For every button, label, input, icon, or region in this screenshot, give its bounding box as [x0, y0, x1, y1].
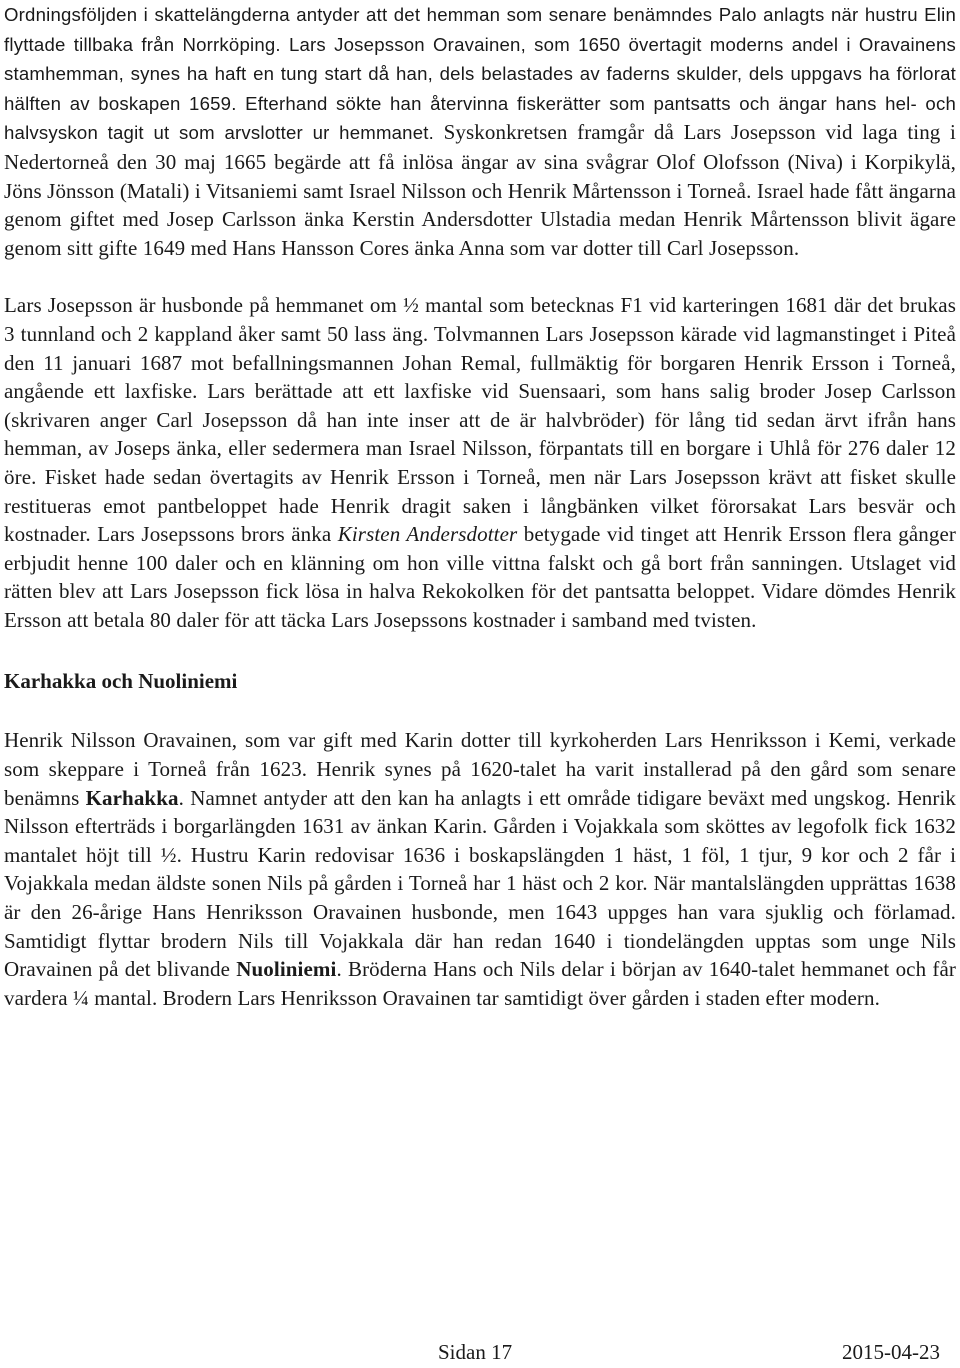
paragraph-lars-text-2: betygade vid tinget att Henrik Ersson flera gånger erbjudit henne 100 daler och en klänning om hon ville vittna falskt och gå bort från sanningen. Utslaget vid rätten blev att Lars Josepsson fick lösa in halva Rekokolken för det pantsatta beloppet. Vidare dömdes Henrik Ersson att betala 80 daler för att täcka Lars Josepssons kostnader i samband med tvisten. [4, 522, 956, 632]
paragraph-palo [4, 0, 956, 262]
paragraph-henrik-text-1: Henrik Nilsson Oravainen, som var gift med Karin dotter till kyrkoherden Lars Henriksson i Kemi, verkade som skeppare i Torneå från 1623. Henrik synes på 1620-talet ha varit installerad på den gård som senare benämns [4, 728, 956, 810]
page-footer [0, 1340, 960, 1368]
paragraph-henrik-nilsson [4, 726, 956, 1012]
paragraph-henrik-text-2: . Namnet antyder att den kan ha anlagts i ett område tidigare beväxt med ungskog. Henrik Nilsson efterträds i borgarlängden 1631 av änkan Karin. Gården i Vojakkala som sköttes av legofolk fick 1632 mantalet höjt till ½. Hustru Karin redovisar 1636 i boskapslängden 1 häst, 1 föl, 1 tjur, 9 kor och 2 får i Vojakkala medan äldste sonen Nils på gården i Torneå har 1 häst och 2 kor. När mantalslängden upprättas 1638 är den 26-årige Hans Henriksson Oravainen husbonde, men 1643 uppges han vara sjuklig och förlamad. Samtidigt flyttar brodern Nils till Vojakkala där han redan 1640 i tiondelängden upptas som unge Nils Oravainen på det blivande [4, 785, 956, 982]
bold-name-nuoliniemi: Nuoliniemi [236, 957, 337, 982]
section-heading: Karhakka och Nuoliniemi [4, 669, 238, 694]
italic-name-kirsten: Kirsten Andersdotter [337, 522, 518, 547]
paragraph-palo-serif-text: Syskonkretsen framgår då Lars Josepsson vid laga ting i Nedertorneå den 30 maj 1665 begärde att få inlösa ängar av sina svågrar Olof Olofsson (Niva) i Korpikylä, Jöns Jönsson (Matali) i Vitsaniemi samt Israel Nilsson och Henrik Mårtensson i Torneå. Israel hade fått ängarna genom giftet med Josep Carlsson änka Kerstin Andersdotter Ulstadia medan Henrik Mårtensson blivit ägare genom sitt gifte 1649 med Hans Hansson Cores änka Anna som var dotter till Carl Josepsson. [4, 120, 956, 260]
paragraph-palo-sans-text: Ordningsföljden i skattelängderna antyder att det hemman som senare benämndes Palo anlagts när hustru Elin flyttade tillbaka från Norrköping. Lars Josepsson Oravainen, som 1650 övertagit moderns andel i Oravainens stamhemman, synes ha haft en tung start då han, dels belastades av faderns skulder, dels uppgavs ha förlorat hälften av boskapen 1659. Efterhand sökte han återvinna fiskerätter som pantsatts och ängar hans hel- och halvsyskon tagit ut som arvslotter ur hemmanet. [4, 4, 956, 144]
page-number: Sidan 17 [438, 1340, 513, 1364]
paragraph-henrik-text-3: . Bröderna Hans och Nils delar i början av 1640-talet hemmanet och får vardera ¼ mantal. Brodern Lars Henriksson Oravainen tar samtidigt över gården i staden efter modern. [4, 957, 956, 1010]
paragraph-lars-text-1: Lars Josepsson är husbonde på hemmanet om ½ mantal som betecknas F1 vid karteringen 1681 där det brukas 3 tunnland och 2 kappland åker samt 50 lass äng. Tolvmannen Lars Josepsson kärade vid lagmanstinget i Piteå den 11 januari 1687 mot befallningsmannen Johan Remal, fullmäktig för borgaren Henrik Ersson i Torneå, angående ett laxfiske. Lars berättade att ett laxfiske vid Suensaari, som hans salig broder Josep Carlsson (skrivaren anger Carl Josepsson då han inte inser att de är halvbröder) för lång tid sedan ärvt ifrån hans hemman, av Joseps änka, eller sedermera man Israel Nilsson, förpantats till en borgare i Uhlå för 276 daler 12 öre. Fisket hade sedan övertagits av Henrik Ersson i Torneå, men när Lars Josepsson krävt att fisket skulle restitueras emot pantbeloppet hade Henrik dragit saken i långbänken vilket förorsakat Lars besvär och kostnader. Lars Josepssons brors änka [4, 293, 956, 547]
document-page [4, 0, 956, 1012]
footer-date: 2015-04-23 [842, 1340, 940, 1364]
paragraph-lars-josepsson [4, 291, 956, 634]
bold-name-karhakka: Karhakka [85, 785, 179, 810]
